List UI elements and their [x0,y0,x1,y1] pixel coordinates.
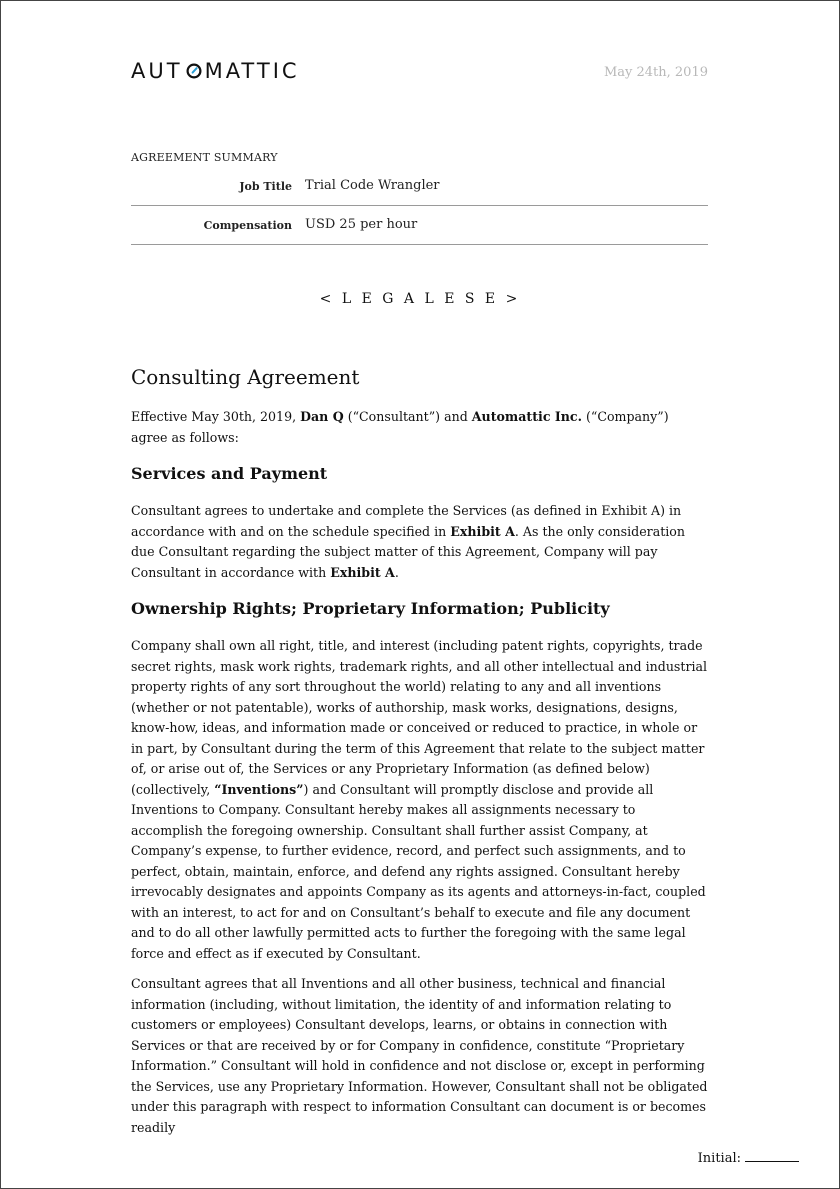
legalese-divider: < L E G A L E S E > [319,291,521,307]
logo-o-compass-icon [186,63,202,79]
intro-text: (“Company”) agree as follows: [131,409,669,445]
summary-value: USD 25 per hour [305,217,418,232]
logo-text-left: AUT [131,59,183,83]
intro-paragraph [131,407,709,448]
initial-field [698,1149,799,1166]
intro-text: Effective May 30th, 2019, [131,409,301,424]
summary-label: Job Title [239,180,292,193]
inventions-term: “Inventions” [214,781,304,797]
document-date: May 24th, 2019 [603,65,708,80]
logo-text-right: MATTIC [204,59,300,83]
paragraph-text: Consultant agrees to undertake and complete the Services (as defined in Exhibit A) in accordance with and on the schedule specified in [131,503,682,539]
company-name: Automattic Inc. [471,409,582,424]
initial-signature-line[interactable] [745,1149,799,1162]
ownership-paragraph [131,636,709,964]
summary-row-compensation [131,206,708,245]
intro-text: (“Consultant”) and [343,409,472,424]
services-paragraph [131,501,709,583]
agreement-summary-heading: AGREEMENT SUMMARY [131,151,278,164]
exhibit-reference: Exhibit A [330,564,395,580]
paragraph-text: . [394,564,399,580]
exhibit-reference: Exhibit A [450,523,515,539]
document-title: Consulting Agreement [131,365,360,389]
paragraph-text: . As the only consideration due Consultant regarding the subject matter of this Agreement, Company will pay Consultant in accordance with [131,523,685,580]
section-heading-ownership: Ownership Rights; Proprietary Information; Publicity [131,599,610,618]
automattic-logo [131,59,300,83]
agreement-body [131,365,709,1148]
section-heading-services: Services and Payment [131,464,328,483]
proprietary-information-paragraph: Consultant agrees that all Inventions and all other business, technical and financial information (including, without limitation, the identity of and information relating to customers or employees) Consultant develops, learns, or obtains in connection with Services or that are received by or for Company in confidence, constitute “Proprietary Information.” Consultant will hold in confidence and not disclose or, except in performing the Services, use any Proprietary Information. However, Consultant shall not be obligated under this paragraph with respect to information Consultant can document is or becomes readily [131,976,708,1135]
summary-value: Trial Code Wrangler [305,178,440,193]
paragraph-text: ) and Consultant will promptly disclose and provide all Inventions to Company. Consultant hereby makes all assignments necessary to accomplish the foregoing ownership. Consultant shall further assist Company, at Company’s expense, to further evidence, record, and perfect such assignments, and to perfect, obtain, maintain, enforce, and defend any rights assigned. Consultant hereby irrevocably designates and appoints Company as its agents and attorneys-in-fact, coupled with an interest, to act for and on Consultant’s behalf to execute and file any document and to do all other lawfully permitted acts to further the foregoing with the same legal force and effect as if executed by Consultant. [131,781,706,961]
initial-label: Initial: [697,1151,741,1166]
summary-label: Compensation [203,219,292,232]
consultant-name: Dan Q [300,409,344,424]
paragraph-text: Company shall own all right, title, and interest (including patent rights, copyrights, trade secret rights, mask work rights, trademark rights, and all other intellectual and industrial property rights of any sort throughout the world) relating to any and all inventions (whether or not patentable), works of authorship, mask works, designations, designs, know-how, ideas, and information made or conceived or reduced to practice, in whole or in part, by Consultant during the term of this Agreement that relate to the subject matter of, or arise out of, the Services or any Proprietary Information (as defined below) (collectively, [131,638,708,797]
summary-row-job-title [131,167,708,206]
